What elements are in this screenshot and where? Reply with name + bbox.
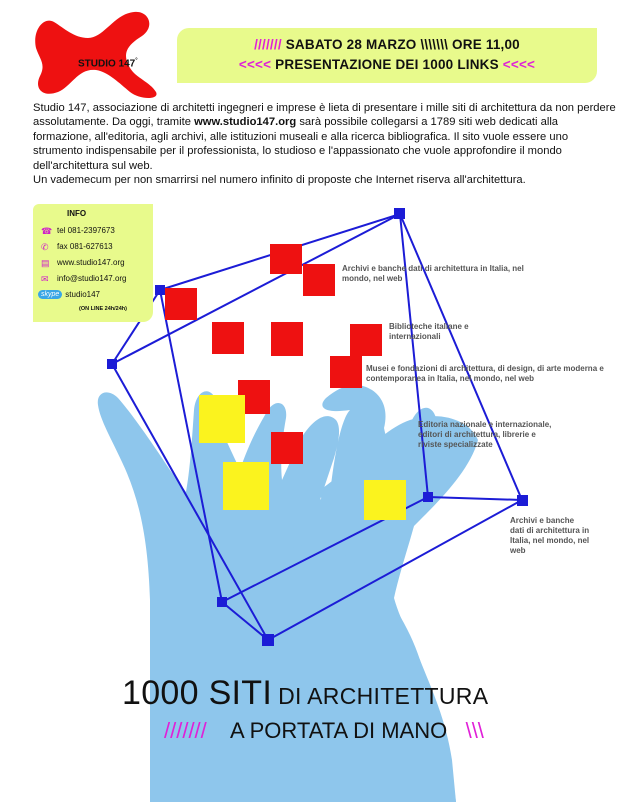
hand-palm [150,540,456,802]
headline-sub: /////// A PORTATA DI MANO \\\ [164,718,484,743]
intro-paragraph: Studio 147, associazione di architetti ingegneri e imprese è lieta di presentare i mille siti di architettura da non perdere assolutamente. Da oggi, tramite www.studio147.org sarà possibile collegarsi a 1789 siti web dedicati alla formazione, all'editoria, agli archivi, alle istituzioni museali e alla ricerca bibliografica. Il sito vuole essere uno strumento indispensabile per il professionista, lo studioso e l'appassionato che vuole approfondire il mondo dell'architettura sul web. Un vademecum per non smarrirsi nel numero infinito di proposte che Internet riserva all'architettura. [33,102,616,187]
studio147-logo [30,8,170,100]
skype-icon: skype [38,290,62,299]
headline-main: 1000 SITI DI ARCHITETTURA [122,674,489,712]
fax-icon: ✆ [41,242,49,252]
phone-row: ☎ tel 081-2397673 [41,226,115,236]
event-title-line: <<<< PRESENTAZIONE DEI 1000 LINKS <<<< [238,57,536,72]
email-row[interactable]: ✉ info@studio147.org [41,274,127,284]
mail-icon: ✉ [41,274,49,284]
event-banner [177,28,597,83]
info-box [33,204,153,322]
website-link[interactable]: www.studio147.org [194,116,297,129]
category-publishing: Editoria nazionale e internazionale, editori di architettura, librerie e riviste specializzate [418,420,552,449]
info-title: INFO [67,209,87,218]
skype-row[interactable]: skype studio147 [38,290,100,299]
phone-icon: ☎ [41,226,53,236]
event-date-line: /////// SABATO 28 MARZO \\\\\\\ ORE 11,00 [254,37,520,52]
category-libraries: Biblioteche italiane e internazionali [389,322,469,341]
globe-icon: ▤ [41,258,50,268]
category-archives: Archivi e banche dati di architettura in Italia, nel mondo, nel web [342,264,524,283]
skype-online-note: (ON LINE 24h/24h) [79,306,127,312]
category-archives-2: Archivi e banche dati di architettura in Italia, nel mondo, nel web [510,516,590,555]
fax-row: ✆ fax 081-627613 [41,242,113,252]
category-museums: Musei e fondazioni di architettura, di design, di arte moderna e contemporanea in Italia, nel mondo, nel web [366,364,604,383]
logo-name: STUDIO 147° [78,58,138,70]
web-row[interactable]: ▤ www.studio147.org [41,258,125,268]
